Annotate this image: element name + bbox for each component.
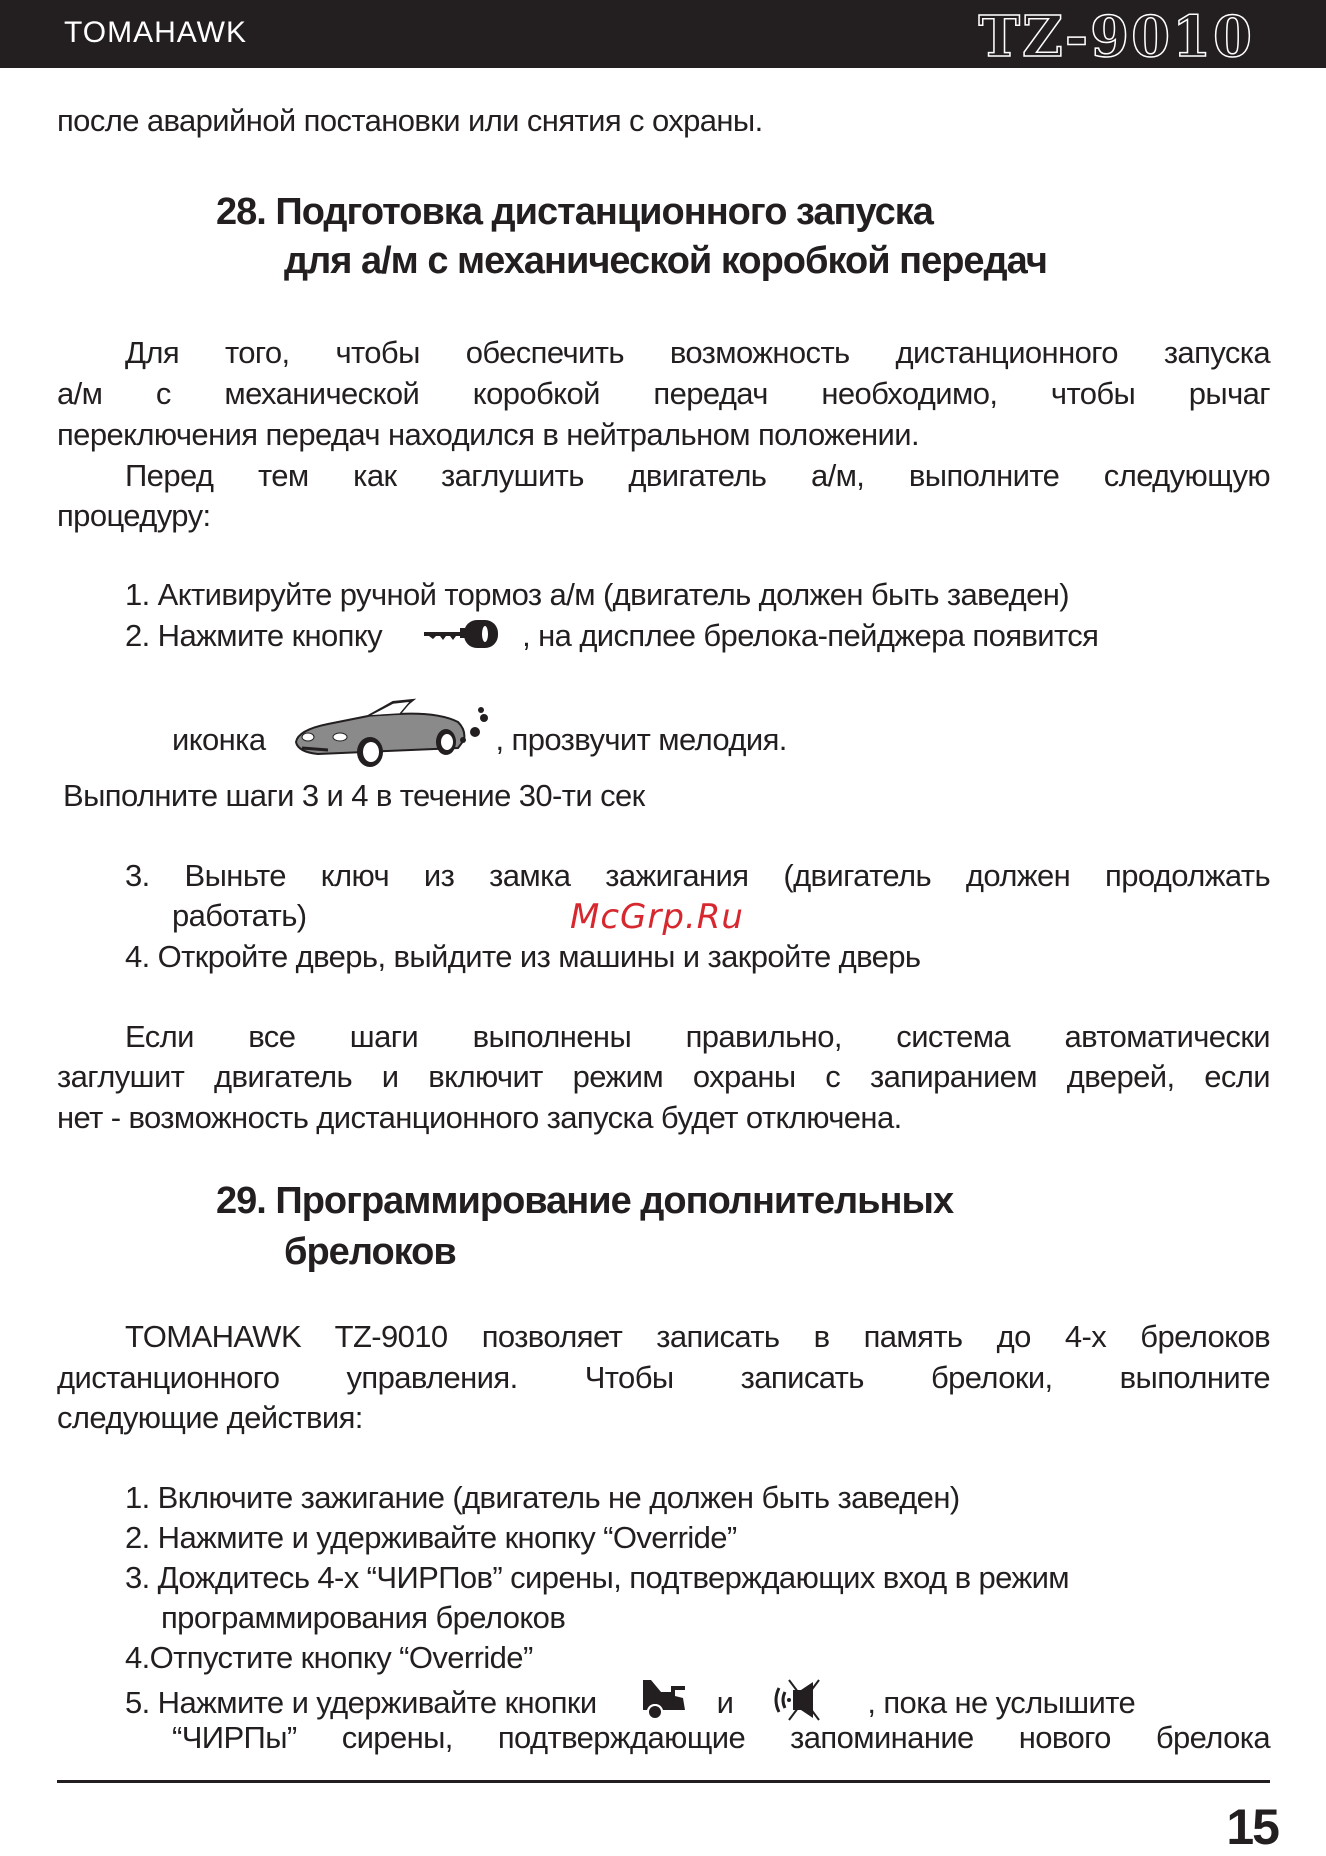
s28-para3-line1: Если все шаги выполнены правильно, система автоматически	[125, 1019, 1270, 1054]
s28-para2-line1: Перед тем как заглушить двигатель а/м, выполните следующую	[125, 458, 1270, 493]
s29-step-2: 2. Нажмите и удерживайте кнопку “Override”	[125, 1520, 737, 1555]
s28-step-1: 1. Активируйте ручной тормоз а/м (двигатель должен быть заведен)	[125, 577, 1069, 612]
s28-step-2-icon-label: иконка	[172, 722, 266, 758]
s28-step-4: 4. Откройте дверь, выйдите из машины и закройте дверь	[125, 939, 921, 974]
s28-para3-line2: заглушит двигатель и включит режим охраны с запиранием дверей, если	[57, 1059, 1270, 1094]
s29-step-5-after: , пока не услышите	[867, 1685, 1136, 1721]
section-29-title-line2: брелоков	[284, 1231, 456, 1273]
s28-para1-line2: а/м с механической коробкой передач необходимо, чтобы рычаг	[57, 376, 1270, 411]
s28-step-3-line1: 3. Выньте ключ из замка зажигания (двигатель должен продолжать	[125, 858, 1270, 893]
section-28-title-line1: 28. Подготовка дистанционного запуска	[216, 191, 933, 233]
s29-step-3-line1: 3. Дождитесь 4-х “ЧИРПов” сирены, подтверждающих вход в режим	[125, 1560, 1070, 1595]
model-name: TZ-9010	[978, 4, 1254, 70]
section-29-title-line1: 29. Программирование дополнительных	[216, 1180, 954, 1222]
footer-divider	[57, 1780, 1270, 1783]
s28-step-2	[125, 616, 1270, 660]
section-28-title-line2: для а/м с механической коробкой передач	[284, 240, 1047, 282]
s28-step-2-line2-after: , прозвучит мелодия.	[495, 722, 787, 758]
s28-para2-line2: процедуру:	[57, 498, 211, 533]
s28-step-2-after: , на дисплее брелока-пейджера появится	[522, 618, 1099, 654]
brand-name: TOMAHAWK	[64, 16, 248, 49]
s29-step-5-and: и	[716, 1685, 734, 1721]
s28-step-3-line2: работать)	[172, 898, 307, 933]
s28-note: Выполните шаги 3 и 4 в течение 30-ти сек	[63, 778, 645, 813]
intro-line: после аварийной постановки или снятия с охраны.	[57, 103, 763, 138]
s28-para3-line3: нет - возможность дистанционного запуска будет отключена.	[57, 1100, 902, 1135]
s29-step-3-line2: программирования брелоков	[161, 1600, 566, 1635]
s28-para1-line3: переключения передач находился в нейтральном положении.	[57, 417, 919, 452]
page-header	[0, 0, 1326, 68]
s29-step-1: 1. Включите зажигание (двигатель не должен быть заведен)	[125, 1480, 960, 1515]
s29-step-5-before: 5. Нажмите и удерживайте кнопки	[125, 1685, 597, 1721]
watermark: McGrp.Ru	[570, 897, 744, 937]
key-icon	[422, 616, 504, 660]
s28-para1-line1: Для того, чтобы обеспечить возможность дистанционного запуска	[125, 335, 1270, 370]
s29-para1-line2: дистанционного управления. Чтобы записать брелоки, выполните	[57, 1360, 1270, 1395]
s29-step-4: 4.Отпустите кнопку “Override”	[125, 1640, 533, 1675]
s29-para1-line3: следующие действия:	[57, 1400, 363, 1435]
page-number: 15	[1226, 1799, 1278, 1855]
s28-step-2-before: 2. Нажмите кнопку	[125, 618, 383, 654]
s29-para1-line1: TOMAHAWK TZ-9010 позволяет записать в память до 4-х брелоков	[125, 1319, 1270, 1354]
s29-step-5-line2: “ЧИРПы” сирены, подтверждающие запоминание нового брелока	[172, 1720, 1270, 1755]
